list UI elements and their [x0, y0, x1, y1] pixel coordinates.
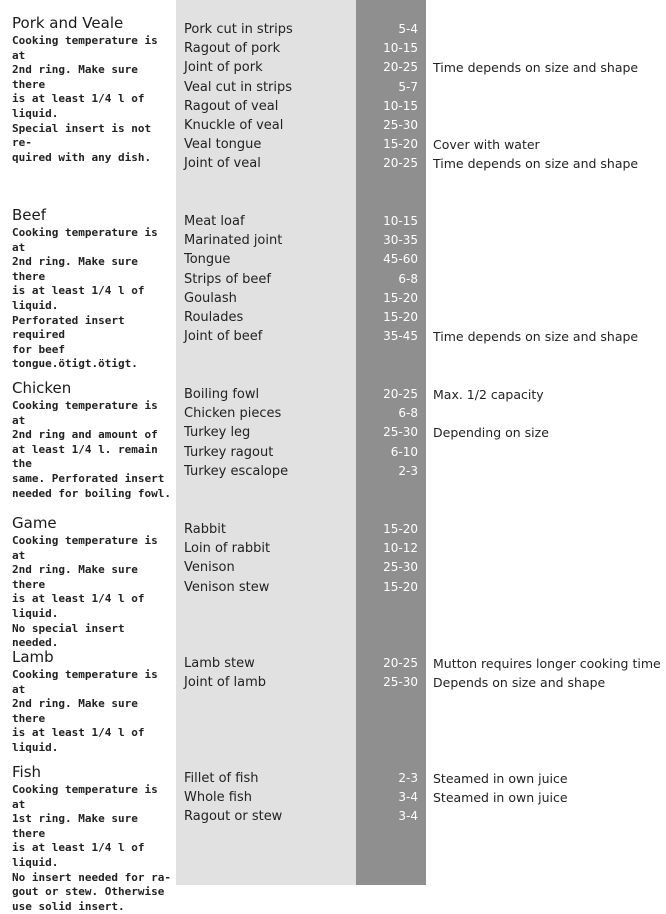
dish-name: Venison stew: [184, 579, 270, 595]
table-row: [0, 39, 666, 58]
dish-name: Veal cut in strips: [184, 79, 293, 95]
dish-name: Lamb stew: [184, 656, 255, 671]
cooking-time: 10-15: [383, 41, 418, 56]
dish-name: Joint of beef: [184, 329, 263, 345]
table-row: [0, 97, 666, 116]
cooking-time: 20-25: [383, 60, 418, 75]
dish-list: [0, 769, 666, 827]
dish-name: Turkey leg: [184, 425, 251, 441]
dish-name: Loin of rabbit: [184, 541, 271, 557]
table-row: [0, 654, 666, 673]
cooking-time: 5-4: [398, 22, 418, 36]
table-row: [0, 423, 666, 442]
table-row: [0, 462, 666, 481]
section-description: Cooking temperature is at 2nd ring. Make sure there is at least 1/4 l of liquid. Special insert is not re- quired with any dish.: [12, 34, 158, 164]
cooking-time: 20-25: [383, 656, 418, 670]
table-row: [0, 154, 666, 173]
dish-note: Cover with water: [433, 137, 540, 153]
dish-name: Pork cut in strips: [184, 22, 293, 37]
dish-note: Max. 1/2 capacity: [433, 387, 544, 402]
cooking-time: 10-12: [383, 541, 418, 556]
dish-list: [0, 654, 666, 692]
cooking-time: 15-20: [383, 309, 418, 324]
dish-name: Turkey ragout: [184, 444, 274, 460]
table-row: [0, 20, 666, 39]
table-row: [0, 116, 666, 135]
dish-name: Tongue: [184, 252, 231, 268]
section-description: Cooking temperature is at 2nd ring. Make sure there is at least 1/4 l of liquid. No special insert needed.: [12, 534, 158, 650]
dish-note: Steamed in own juice: [433, 790, 568, 806]
table-row: [0, 385, 666, 404]
section-title: Pork and Veale: [12, 14, 124, 32]
dish-note: Time depends on size and shape: [433, 156, 639, 172]
dish-name: Whole fish: [184, 790, 252, 806]
dish-name: Strips of beef: [184, 271, 271, 287]
table-row: [0, 673, 666, 692]
cooking-time: 25-30: [383, 675, 418, 690]
dish-name: Marinated joint: [184, 233, 283, 249]
dish-name: Ragout of pork: [184, 41, 281, 57]
section-title: Lamb: [12, 648, 54, 666]
dish-note: Mutton requires longer cooking time: [433, 656, 661, 671]
cooking-time: 5-7: [398, 79, 418, 94]
dish-name: Knuckle of veal: [184, 117, 284, 133]
dish-note: Depends on size and shape: [433, 675, 606, 691]
cooking-time: 30-35: [383, 233, 418, 248]
dish-name: Meat loaf: [184, 214, 245, 229]
cooking-time: 20-25: [383, 387, 418, 401]
dish-list: [0, 212, 666, 346]
cooking-time: 20-25: [383, 156, 418, 171]
cooking-time: 6-8: [398, 271, 418, 286]
table-row: [0, 212, 666, 231]
cooking-time: 15-20: [383, 579, 418, 594]
table-row: [0, 135, 666, 154]
dish-list: [0, 20, 666, 174]
cooking-time: 2-3: [398, 463, 418, 478]
table-row: [0, 231, 666, 250]
table-row: [0, 270, 666, 289]
cooking-time: 3-4: [398, 790, 418, 805]
table-row: [0, 520, 666, 539]
table-row: [0, 443, 666, 462]
dish-name: Goulash: [184, 290, 237, 306]
dish-note: Depending on size: [433, 425, 549, 441]
table-row: [0, 539, 666, 558]
dish-name: Venison: [184, 560, 235, 576]
cooking-time: 25-30: [383, 425, 418, 440]
cooking-time: 6-8: [398, 406, 418, 421]
table-row: [0, 327, 666, 346]
cooking-time: 2-3: [398, 771, 418, 785]
dish-note: Steamed in own juice: [433, 771, 568, 786]
table-row: [0, 289, 666, 308]
dish-name: Joint of veal: [184, 156, 261, 172]
cooking-time: 10-15: [383, 98, 418, 113]
cooking-time: 10-15: [383, 214, 418, 228]
cooking-time: 15-20: [383, 137, 418, 152]
cooking-time: 15-20: [383, 522, 418, 536]
section-title: Beef: [12, 206, 47, 224]
dish-name: Turkey escalope: [184, 463, 289, 479]
dish-name: Chicken pieces: [184, 406, 282, 422]
table-row: [0, 578, 666, 597]
dish-list: [0, 385, 666, 481]
cooking-time: 25-30: [383, 560, 418, 575]
table-row: [0, 308, 666, 327]
section-title: Game: [12, 514, 57, 532]
table-row: [0, 769, 666, 788]
dish-name: Joint of pork: [184, 60, 263, 76]
section-description: Cooking temperature is at 2nd ring. Make sure there is at least 1/4 l of liquid.: [12, 668, 158, 754]
section-description: Cooking temperature is at 2nd ring and amount of at least 1/4 l. remain the same. Perforated insert needed for boiling fowl.: [12, 399, 171, 500]
cooking-time: 6-10: [390, 444, 418, 459]
dish-name: Ragout of veal: [184, 98, 279, 114]
dish-note: Time depends on size and shape: [433, 60, 639, 76]
dish-name: Joint of lamb: [184, 675, 267, 691]
dish-name: Boiling fowl: [184, 387, 260, 402]
table-row: [0, 250, 666, 269]
dish-list: [0, 520, 666, 597]
table-row: [0, 78, 666, 97]
table-row: [0, 807, 666, 826]
section-description: Cooking temperature is at 1st ring. Make sure there is at least 1/4 l of liquid. No insert needed for ra- gout or stew. Otherwise use solid insert.: [12, 783, 171, 913]
dish-name: Veal tongue: [184, 137, 262, 153]
table-row: [0, 58, 666, 77]
section-title: Fish: [12, 763, 42, 781]
table-row: [0, 404, 666, 423]
section-title: Chicken: [12, 379, 72, 397]
dish-name: Fillet of fish: [184, 771, 259, 786]
cooking-time: 35-45: [383, 329, 418, 344]
dish-note: Time depends on size and shape: [433, 329, 639, 345]
cooking-time: 3-4: [398, 809, 418, 824]
cooking-time: 15-20: [383, 290, 418, 305]
cooking-time: 45-60: [383, 252, 418, 267]
dish-name: Rabbit: [184, 522, 226, 537]
table-row: [0, 788, 666, 807]
cooking-time: 25-30: [383, 117, 418, 132]
dish-name: Ragout or stew: [184, 809, 283, 825]
table-row: [0, 558, 666, 577]
dish-name: Roulades: [184, 309, 244, 325]
section-description: Cooking temperature is at 2nd ring. Make sure there is at least 1/4 l of liquid. Perforated insert required for beef tongue.ötigt.ötigt.: [12, 226, 158, 371]
